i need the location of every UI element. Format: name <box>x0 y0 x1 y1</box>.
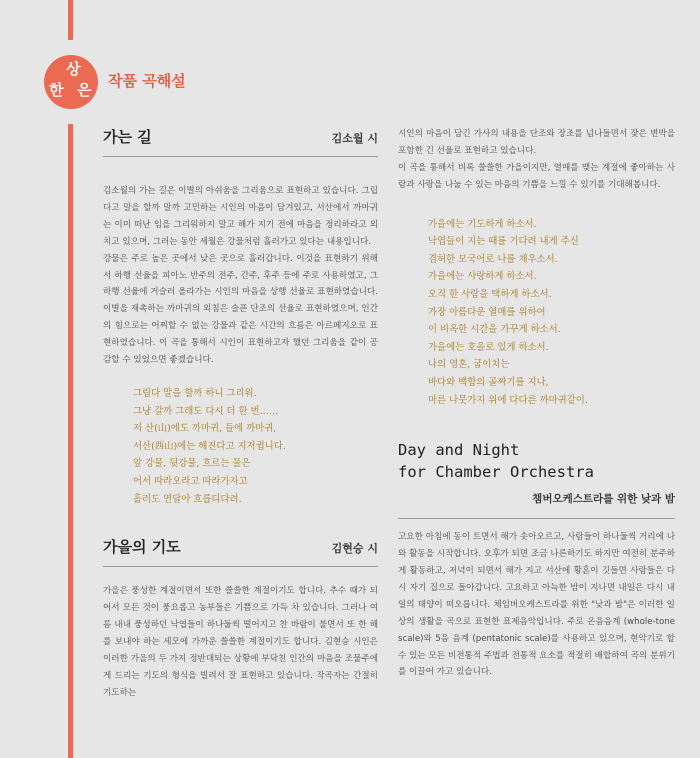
piece-header <box>103 126 378 157</box>
piece-author: 김소월 시 <box>331 132 378 145</box>
badge-char: 상 <box>66 60 81 78</box>
piece-description-continued <box>398 126 675 194</box>
poem-line: 가장 아름다운 열매를 위하여 <box>428 306 546 318</box>
paragraph: 김소월의 가는 길은 이별의 아쉬움을 그리움으로 표현하고 있습니다. 그립다고 말을 할까 말까 고민하는 시인의 마음이 담겨있고, 서산에서 까마귀는 이미 떠난 임을 그리워하지 말고 해가 지기 전에 마음을 정리하라고 외치고 있으며, 그러는 동안 세월은 강물처럼 흘러가고 있다는 내용입니다. <box>103 186 378 247</box>
poem-line: 가을에는 사랑하게 하소서. <box>428 271 537 283</box>
paragraph: 강물은 주로 높은 곳에서 낮은 곳으로 흘러갑니다. 이것을 표현하기 위해서 하행 선율을 피아노 반주의 전주, 간주, 후주 등에 주로 사용하였고, 그 하행 선율에 거슬러 올라가는 시인의 마음을 상행 선율로 표현하였습니다. 이별을 재촉하는 까마귀의 외침은 슬픈 단조의 선율로 표현하였으며, 인간의 힘으로는 어찌할 수 없는 강물과 같은 시간의 흐름은 아르페지오로 표현하였습니다. 이 곡을 통해서 시인이 표현하고자 했던 그리움을 같이 공감할 수 있었으면 좋겠습니다. <box>103 253 378 366</box>
poem-line: 오직 한 사람을 택하게 하소서. <box>428 289 552 300</box>
right-column <box>398 126 675 681</box>
piece-description <box>103 583 378 701</box>
piece-description <box>398 529 675 681</box>
piece-description <box>103 183 378 369</box>
poem-line: 가을에는 기도하게 하소서. <box>428 218 537 230</box>
accent-bar-top <box>68 0 73 40</box>
piece-author: 김현승 시 <box>331 542 378 556</box>
poem-line: 나의 영혼, 굽이치는 <box>428 359 510 371</box>
poem-line: 그냥 갈까 그래도 다시 더 한 번…… <box>133 405 279 417</box>
paragraph: 가을은 풍성한 계절이면서 또한 쓸쓸한 계절이기도 합니다. 추수 때가 되어서 모든 것이 풍요롭고 농부들은 기쁨으로 가득 차 있습니다. 그러나 여름 내내 풍성하던 낙엽들이 하나둘씩 떨어지고 찬 바람이 불면서 또 한 해를 보내야 하는 세모에 가까운 쓸쓸한 계절이기도 합니다. 김현승 시인은 이러한 가을의 두 가지 정반대되는 상황에 부닥친 인간의 마음을 조물주에게 드리는 기도의 형식을 빌려서 잘 표현하고 있습니다. 작곡자는 간절히 기도하는 <box>103 586 378 698</box>
poem-line: 가을에는 호올로 있게 하소서. <box>428 341 549 353</box>
piece-subtitle: 챔버오케스트라를 위한 낮과 밤 <box>398 491 675 519</box>
poem-line: 낙엽들이 지는 때를 기다려 내게 주신 <box>428 236 579 248</box>
poem-line: 바다와 백합의 골짜기를 지나, <box>428 376 549 388</box>
piece-title-line: for Chamber Orchestra <box>398 463 594 482</box>
section-badge <box>44 55 98 109</box>
badge-char: 은 <box>77 81 92 99</box>
left-column <box>103 126 378 701</box>
paragraph: 시인의 마음이 담긴 가사의 내용을 단조와 장조를 넘나들면서 잦은 변박을 포함한 긴 선율로 표현하고 있습니다. <box>398 129 675 156</box>
poem-line: 흘러도 연달아 흐릅디다려. <box>133 493 242 505</box>
badge-char: 한 <box>49 81 64 99</box>
paragraph: 이 곡을 통해서 비록 쓸쓸한 가을이지만, 열매를 맺는 계절에 좋아하는 사람과 사랑을 나눌 수 있는 마음의 기쁨을 느낄 수 있기를 기대해봅니다. <box>398 162 675 190</box>
accent-bar-bottom <box>68 124 73 758</box>
poem-line: 겸허한 모국어로 나를 채우소서. <box>428 253 558 265</box>
poem-line: 저 산(山)에도 까마귀, 들에 까마귀, <box>133 423 277 435</box>
piece-header <box>103 536 378 567</box>
poem-line: 이 비옥한 시간을 가꾸게 하소서. <box>428 324 561 336</box>
poem-line: 어서 따라오라고 따라가자고 <box>133 475 248 487</box>
piece-title-line: Day and Night <box>398 441 520 460</box>
piece-title: 가는 길 <box>103 128 152 146</box>
piece-title: 가을의 기도 <box>103 538 181 557</box>
paragraph: 고요한 아침에 동이 트면서 해가 솟아오르고, 사람들이 하나둘씩 거리에 나와 활동을 시작합니다. 오후가 되면 조금 나른하기도 하지만 여전히 분주하게 활동하고, 저녁이 되면서 해가 지고 서산에 황혼이 깃들면 사람들은 다시 자기 집으로 돌아갑니다. 고요하고 아늑한 밤이 지나면 내일은 다시 내일의 태양이 떠오릅니다. 체임버오케스트라를 위한 "낮과 밤"은 이러한 일상의 생활을 곡으로 표현한 표제음악입니다. 주로 온음음계 (whole-tone scale)와 5음 음계 (pentatonic scale)를 사용하고 있으며, 현악기로 할 수 있는 모든 비전통적 주법과 전통적 요소를 적절히 배합하여 곡의 분위기를 이끌어 가고 있습니다. <box>398 532 675 678</box>
section-title: 작품 곡해설 <box>108 72 186 90</box>
poem-line: 앞 강물, 뒷강물, 흐르는 물은 <box>133 458 251 470</box>
poem-line: 그립다 말을 할까 하니 그리워. <box>133 387 257 399</box>
poem <box>398 216 675 410</box>
piece-header <box>398 439 675 519</box>
poem-line: 서산(西山)에는 해진다고 지저귑니다. <box>133 440 286 452</box>
poem <box>103 385 378 508</box>
poem-line: 마른 나뭇가지 위에 다다른 까마귀같이. <box>428 394 588 406</box>
